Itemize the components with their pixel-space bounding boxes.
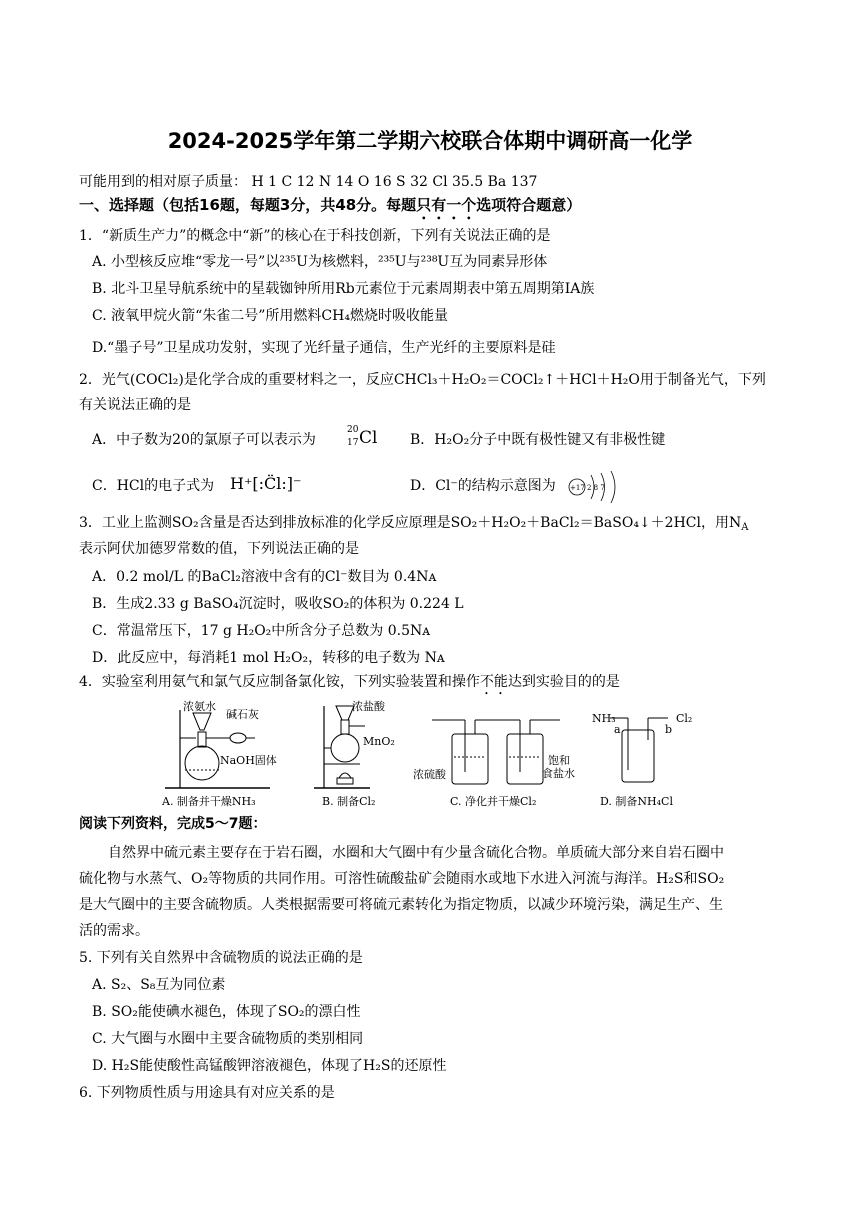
q2-option-a: A．中子数为20的氯原子可以表示为 (92, 432, 316, 448)
label-naoh-solid: NaOH固体 (220, 754, 277, 767)
q5-stem: 5. 下列有关自然界中含硫物质的说法正确的是 (79, 950, 363, 966)
q5-option-b: B. SO₂能使碘水褪色，体现了SO₂的漂白性 (92, 1004, 361, 1020)
q1-option-a: A. 小型核反应堆“零龙一号”以²³⁵U为核燃料，²³⁵U与²³⁸U互为同素异形体 (92, 254, 548, 270)
exam-title: 2024-2025学年第二学期六校联合体期中调研高一化学 (167, 129, 693, 153)
reading-line2: 硫化物与水蒸气、O₂等物质的共同作用。可溶性硫酸盐矿会随雨水或地下水进入河流与海洋。H₂S和SO₂ (79, 871, 725, 887)
q5-option-a: A. S₂、S₈互为同位素 (92, 977, 226, 993)
q2-option-b: B．H₂O₂分子中既有极性键又有非极性键 (410, 432, 666, 448)
q1-option-d: D.“墨子号”卫星成功发射，实现了光纤量子通信，生产光纤的主要原料是硅 (92, 340, 556, 356)
q3-option-d: D．此反应中，每消耗1 mol H₂O₂，转移的电子数为 Nᴀ (92, 650, 445, 666)
fig-a-caption: A. 制备并干燥NH₃ (162, 795, 256, 808)
q3-stem-text: 3．工业上监测SO₂含量是否达到排放标准的化学反应原理是SO₂＋H₂O₂＋BaCl₂＝BaSO₄↓＋2HCl，用N (79, 515, 742, 531)
label-soda-lime: 碱石灰 (226, 708, 259, 721)
q1-stem: 1．“新质生产力”的概念中“新”的核心在于科技创新，下列有关说法正确的是 (79, 228, 551, 244)
q3-stem-sub: A (741, 522, 749, 533)
q4-stem (79, 672, 620, 698)
q3-option-a: A．0.2 mol/L 的BaCl₂溶液中含有的Cl⁻数目为 0.4Nᴀ (92, 569, 437, 585)
label-ammonia-water: 浓氨水 (183, 700, 216, 713)
q4-stem-emph: 不能 (479, 674, 508, 690)
q6-stem: 6. 下列物质性质与用途具有对应关系的是 (79, 1085, 335, 1101)
nucleus-charge: +17 (570, 484, 585, 492)
label-port-b: b (665, 723, 673, 736)
atomic-mass-line: 可能用到的相对原子质量： H 1 C 12 N 14 O 16 S 32 Cl 35.5 Ba 137 (79, 174, 538, 190)
label-conc-hcl: 浓盐酸 (352, 700, 385, 713)
fig-c-caption: C. 净化并干燥Cl₂ (450, 795, 537, 808)
fig-d-caption: D. 制备NH₄Cl (600, 795, 673, 808)
label-nh3: NH₃ (592, 712, 616, 725)
reading-line3: 是大气圈中的主要含硫物质。人类根据需要可将硫元素转化为指定物质，以减少环境污染，满足生产、生 (79, 897, 723, 913)
q2-stem-line1: 2．光气(COCl₂)是化学合成的重要材料之一，反应CHCl₃＋H₂O₂＝COCl₂↑＋HCl＋H₂O用于制备光气，下列 (79, 372, 766, 388)
section-heading-post: 选项符合题意） (476, 196, 582, 214)
hcl-electron-formula: H⁺[:C̈l:]⁻ (230, 474, 302, 493)
q3-option-c: C．常温常压下，17 g H₂O₂中所含分子总数为 0.5Nᴀ (92, 623, 431, 639)
reading-line4: 活的需求。 (79, 923, 149, 939)
reading-line1: 自然界中硫元素主要存在于岩石圈，水圈和大气圈中有少量含硫化合物。单质硫大部分来自岩石圈中 (108, 845, 724, 861)
label-cl2: Cl₂ (676, 712, 693, 725)
chlorine-nuclide-symbol (343, 425, 383, 455)
section-heading (79, 195, 581, 223)
q5-option-c: C. 大气圈与水圈中主要含硫物质的类别相同 (92, 1031, 364, 1047)
element-symbol: Cl (359, 428, 378, 448)
q2-stem-line2: 有关说法正确的是 (79, 397, 191, 413)
shell-electrons: 2 8 7 (587, 484, 605, 492)
label-mno2: MnO₂ (363, 735, 395, 748)
q1-option-b: B. 北斗卫星导航系统中的星载铷钟所用Rb元素位于元素周期表中第五周期第ⅠA族 (92, 281, 595, 297)
q4-stem-pre: 4．实验室利用氨气和氯气反应制备氯化铵，下列实验装置和操作 (79, 674, 480, 690)
q3-stem-line2: 表示阿伏加德罗常数的值，下列说法正确的是 (79, 541, 359, 557)
q4-stem-post: 达到实验目的的是 (507, 674, 620, 690)
q2-option-d: D．Cl⁻的结构示意图为 (410, 478, 556, 494)
label-port-a: a (614, 723, 621, 736)
label-brine: 食盐水 (542, 767, 575, 780)
q2-option-c: C．HCl的电子式为 (92, 478, 215, 494)
label-saturated: 饱和 (548, 754, 570, 767)
q3-option-b: B．生成2.33 g BaSO₄沉淀时，吸收SO₂的体积为 0.224 L (92, 596, 464, 612)
section-heading-emph: 只有一个 (416, 196, 477, 214)
section-heading-pre: 一、选择题（包括16题，每题3分，共48分。每题 (79, 196, 417, 214)
apparatus-a-diagram (160, 698, 280, 793)
label-conc-h2so4: 浓硫酸 (413, 768, 446, 781)
q3-stem-line1 (79, 513, 748, 538)
fig-b-caption: B. 制备Cl₂ (322, 795, 376, 808)
mass-number: 20 (347, 425, 359, 435)
q5-option-d: D. H₂S能使酸性高锰酸钾溶液褪色，体现了H₂S的还原性 (92, 1058, 447, 1074)
chloride-ion-structure-diagram (565, 470, 625, 504)
reading-heading: 阅读下列资料，完成5～7题： (79, 816, 267, 832)
atomic-number: 17 (347, 438, 359, 448)
q1-option-c: C. 液氧甲烷火箭“朱雀二号”所用燃料CH₄燃烧时吸收能量 (92, 308, 448, 324)
